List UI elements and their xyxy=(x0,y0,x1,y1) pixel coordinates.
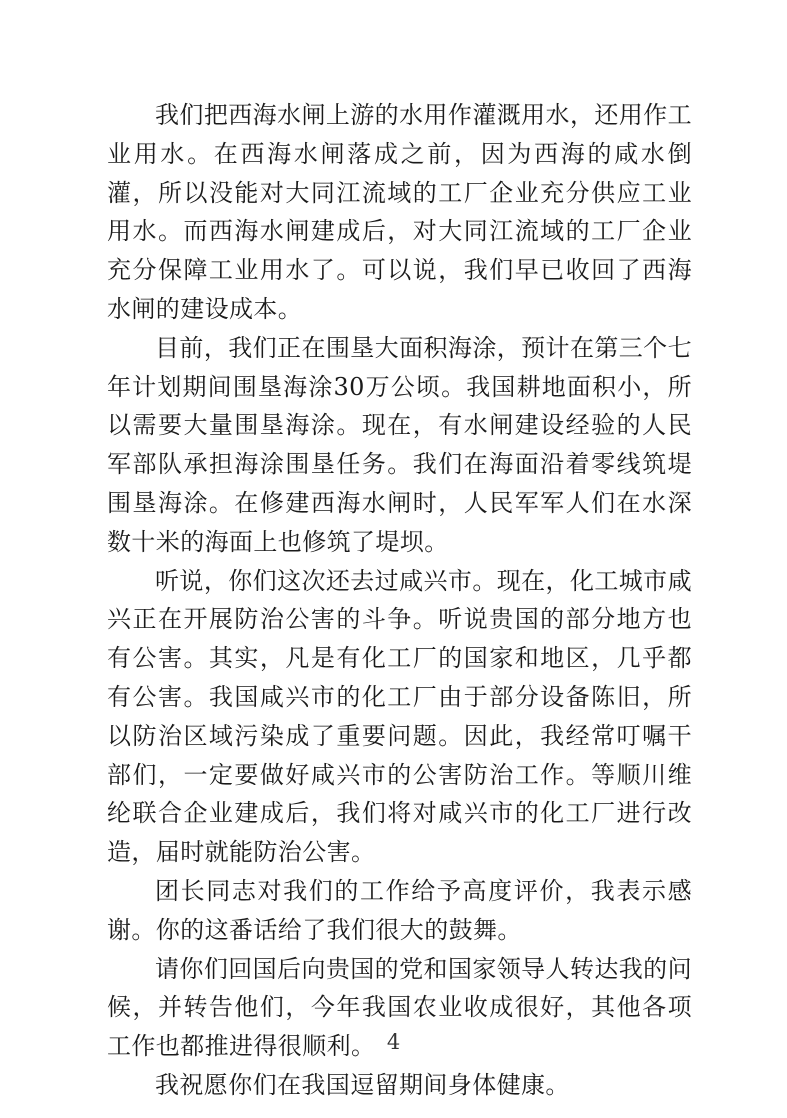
paragraph: 团长同志对我们的工作给予高度评价，我表示感谢。你的这番话给了我们很大的鼓舞。 xyxy=(107,876,692,944)
page-number: 4 xyxy=(386,1030,401,1054)
paragraph: 目前，我们正在围垦大面积海涂，预计在第三个七年计划期间围垦海涂30万公顷。我国耕地面积小，所以需要大量围垦海涂。现在，有水闸建设经验的人民军部队承担海涂围垦任务。我们在海面沿着零线筑堤围垦海涂。在修建西海水闸时，人民军军人们在水深数十米的海面上也修筑了堤坝。 xyxy=(107,333,692,556)
paragraph: 听说，你们这次还去过咸兴市。现在，化工城市咸兴正在开展防治公害的斗争。听说贵国的部分地方也有公害。其实，凡是有化工厂的国家和地区，几乎都有公害。我国咸兴市的化工厂由于部分设备陈旧，所以防治区域污染成了重要问题。因此，我经常叮嘱干部们，一定要做好咸兴市的公害防治工作。等顺川维纶联合企业建成后，我们将对咸兴市的化工厂进行改造，届时就能防治公害。 xyxy=(107,566,692,867)
paragraph: 请你们回国后向贵国的党和国家领导人转达我的问候，并转告他们，今年我国农业收成很好，其他各项工作也都推进得很顺利。 xyxy=(107,954,692,1061)
body-text xyxy=(107,96,692,1105)
paragraph: 我祝愿你们在我国逗留期间身体健康。 xyxy=(155,1070,570,1099)
paragraph: 我们把西海水闸上游的水用作灌溉用水，还用作工业用水。在西海水闸落成之前，因为西海的咸水倒灌，所以没能对大同江流域的工厂企业充分供应工业用水。而西海水闸建成后，对大同江流域的工厂企业充分保障工业用水了。可以说，我们早已收回了西海水闸的建设成本。 xyxy=(107,101,692,323)
